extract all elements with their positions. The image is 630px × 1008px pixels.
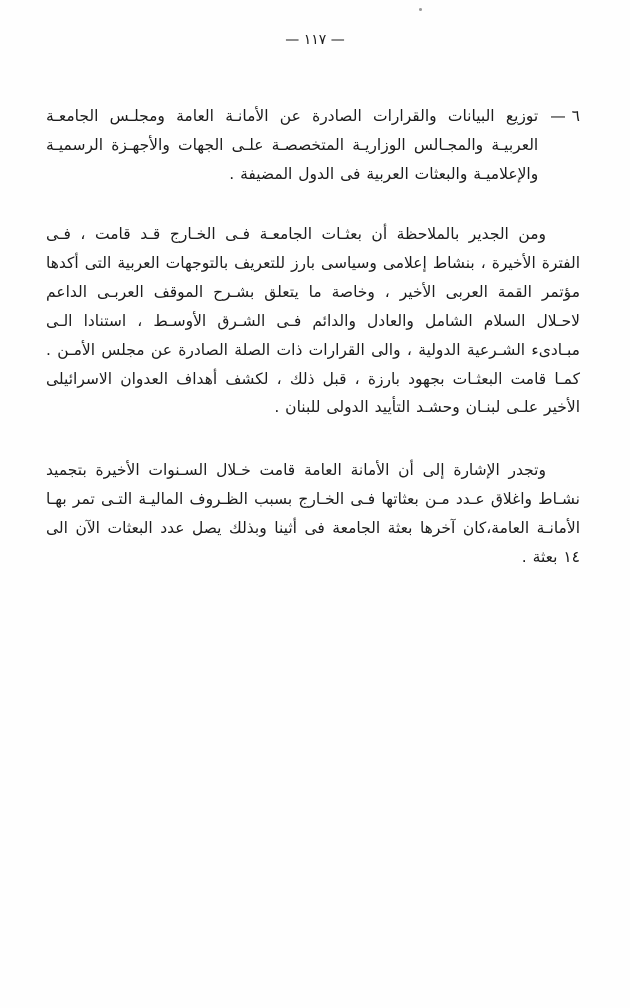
scan-artifact-dot <box>419 8 422 11</box>
list-item-6-text: توزيع البيانات والقرارات الصادرة عن الأمانـة العامة ومجلـس الجامعـة العربيـة والمجـالس الوزاريـة المتخصصـة علـى الجهات والأجهـزة الرسميـة والإعلاميـة والبعثات العربية فى الدول المضيفة . <box>46 107 539 183</box>
paragraph-missions-closure: وتجدر الإشارة إلى أن الأمانة العامة قامت خـلال السـنوات الأخيرة بتجميد نشـاط واغلاق عـدد مـن بعثاتها فـى الخـارج بسبب الظـروف الماليـة التـى تمر بهـا الأمانـة العامة،كان آخرها بعثة الجامعة فى أثينا وبذلك يصل عدد البعثات الآن الى ١٤ بعثة . <box>46 461 580 566</box>
page-content <box>46 102 580 606</box>
list-item-6-marker: ٦ — <box>550 107 580 125</box>
page-number: — ١١٧ — <box>285 32 345 48</box>
list-item-6 <box>46 102 580 188</box>
paragraph-missions-activity: ومن الجدير بالملاحظة أن بعثـات الجامعـة فـى الخـارج قـد قامت ، فـى الفترة الأخيرة ، بنشاط إعلامى وسياسى بارز للتعريف بالتوجهات العربية التى أكدها مؤتمر القمة العربى الأخير ، وخاصة ما يتعلق بشـرح الموقف العربـى الداعم لاحـلال السلام الشامل والعادل والدائم فـى الشـرق الأوسـط ، استنادا الـى مبـادىء الشـرعية الدولية ، والى القرارات ذات الصلة الصادرة عن مجلس الأمـن . كمـا قامت البعثـات بجهود بارزة ، قبل ذلك ، لكشف أهداف العدوان الاسرائيلى الأخير علـى لبنـان وحشـد التأييد الدولى للبنان . <box>46 225 580 417</box>
